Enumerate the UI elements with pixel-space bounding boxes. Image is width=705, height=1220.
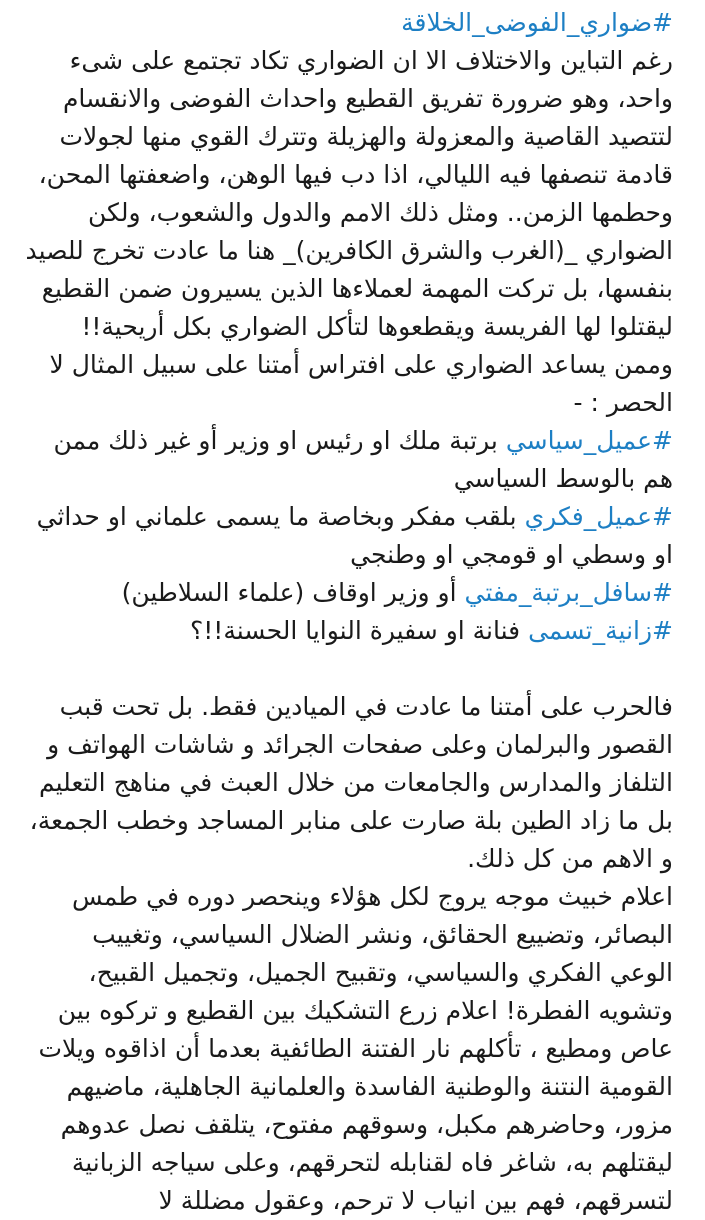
hashtag-artist[interactable]: #زانية_تسمى — [528, 616, 673, 645]
media-paragraph: اعلام خبيث موجه يروج لكل هؤلاء وينحصر دوره في طمس البصائر، وتضييع الحقائق، ونشر الضلال السياسي، وتغييب الوعي الفكري والسياسي، وتقبيح الجميل، وتجميل القبيح، وتشويه الفطرة! اعلام زرع التشكيك بين القطيع و تركوه بين عاص ومطيع ، تأكلهم نار الفتنة الطائفية بعدما أن اذاقوه ويلات القومية النتنة والوطنية الفاسدة والعلمانية الجاهلية، ماضيهم مزور، وحاضرهم مكبل، وسوقهم مفتوح، يتلقف نصل عدوهم ليقتلهم به، شاغر فاه لقنابله لتحرقهم، وعلى سياجه الزبانية لتسرقهم، فهم بين انياب لا ترحم، وعقول مضللة لا — [38, 882, 673, 1215]
hashtag-political-agent[interactable]: #عميل_سياسي — [505, 426, 673, 455]
intro-paragraph: رغم التباين والاختلاف الا ان الضواري تكاد تجتمع على شىء واحد، وهو ضرورة تفريق القطيع واحداث الفوضى والانقسام لتتصيد القاصية والمعزولة والهزيلة وتترك القوي منها لجولات قادمة تنصفها فيه الليالي، اذا دب فيها الوهن، واضعفتها المحن، وحطمها الزمن.. ومثل ذلك الامم والدول والشعوب، ولكن الضواري _(الغرب والشرق الكافرين)_ هنا ما عادت تخرج للصيد بنفسها، بل تركت المهمة لعملاءها الذين يسيرون ضمن القطيع ليقتلوا لها الفريسة ويقطعوها لتأكل الضواري بكل أريحية!! وممن يساعد الضواري على افتراس أمتنا على سبيل المثال لا الحصر : - — [25, 46, 673, 417]
item-text: فنانة او سفيرة النوايا الحسنة!!؟ — [190, 616, 529, 645]
hashtag-mufti[interactable]: #سافل_برتبة_مفتي — [464, 578, 673, 607]
list-item — [24, 612, 673, 650]
war-paragraph: فالحرب على أمتنا ما عادت في الميادين فقط. بل تحت قبب القصور والبرلمان وعلى صفحات الجرائد و شاشات الهواتف و التلفاز والمدارس والجامعات من خلال العبث في مناهج التعليم بل ما زاد الطين بلة صارت على منابر المساجد وخطب الجمعة، و الاهم من كل ذلك. — [29, 692, 673, 873]
item-text: برتبة ملك او رئيس او وزير أو غير ذلك ممن هم بالوسط السياسي — [53, 426, 673, 493]
item-text: بلقب مفكر وبخاصة ما يسمى علماني او حداثي او وسطي او قومجي او وطنجي — [36, 502, 673, 569]
list-item — [24, 422, 673, 498]
item-text: أو وزير اوقاف (علماء السلاطين) — [121, 578, 465, 607]
title-line — [24, 4, 673, 42]
hashtag-title[interactable]: #ضواري_الفوضى_الخلاقة — [401, 8, 673, 37]
list-item — [24, 574, 673, 612]
hashtag-intellectual-agent[interactable]: #عميل_فكري — [524, 502, 673, 531]
paragraph-spacer — [24, 650, 673, 688]
list-item — [24, 498, 673, 574]
